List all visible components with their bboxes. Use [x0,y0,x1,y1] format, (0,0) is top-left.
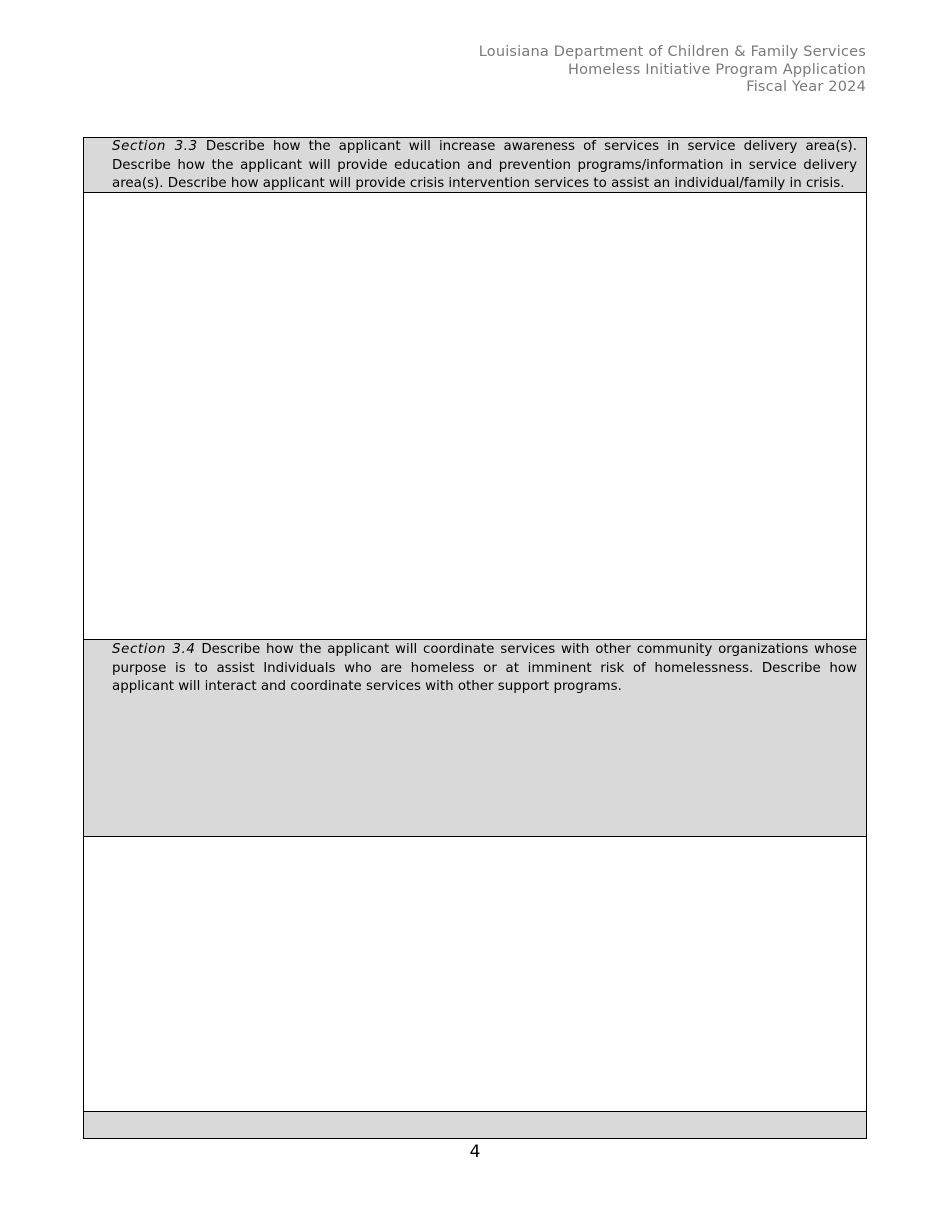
section-3-3-response-field[interactable] [84,193,866,640]
section-3-3-prompt-cell [84,138,866,193]
header-fiscal-year: Fiscal Year 2024 [746,79,866,95]
section-3-4-label: Section 3.4 [112,642,196,657]
header-organization: Louisiana Department of Children & Family Services [478,44,866,60]
section-3-4-prompt-text: Describe how the applicant will coordinate services with other community organizations whose purpose is to assist Individuals who are homeless or at imminent risk of homelessness. Describe how applicant will interact and coordinate services with other support programs. [112,642,858,694]
section-3-4-prompt [112,641,857,697]
section-3-3-label: Section 3.3 [112,139,198,154]
section-3-4-prompt-cell [84,640,866,837]
section-3-3-prompt [112,138,857,194]
header-program-title: Homeless Initiative Program Application [567,61,866,78]
section-3-3-prompt-text: Describe how the applicant will increase awareness of services in service delivery area(s). Describe how the applicant will provide education and prevention programs/information in service delivery area(s). Describe how applicant will provide crisis intervention services to assist an individual/family in crisis. [112,139,858,191]
section-3-4-response-field[interactable] [84,837,866,1112]
table-footer-row [84,1112,866,1138]
application-form-table [83,137,867,1139]
document-header [479,44,866,97]
page-number: 4 [469,1142,481,1162]
